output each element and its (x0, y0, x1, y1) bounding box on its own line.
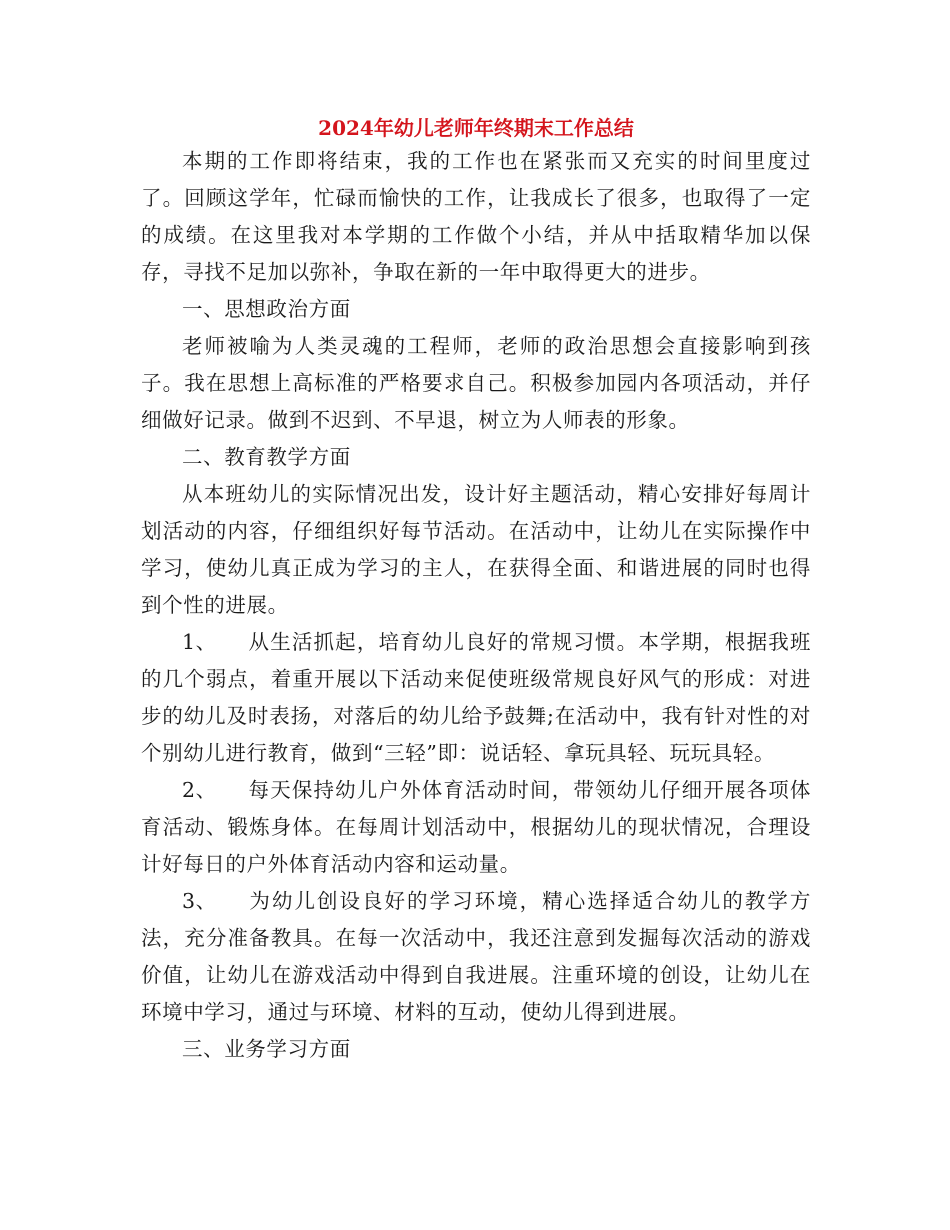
document-title: 2024年幼儿老师年终期末工作总结 (318, 116, 634, 140)
list-item-number: 1、 (182, 630, 217, 654)
section-body-teaching: 从本班幼儿的实际情况出发，设计好主题活动，精心安排好每周计划活动的内容，仔细组织好每节活动。在活动中，让幼儿在实际操作中学习，使幼儿真正成为学习的主人，在获得全面、和谐进展的同时也得到个性的进展。 (141, 482, 811, 617)
section-heading-study: 三、业务学习方面 (182, 1037, 351, 1061)
list-item-text: 从生活抓起，培育幼儿良好的常规习惯。本学期，根据我班的几个弱点，着重开展以下活动来促使班级常规良好风气的形成：对进步的幼儿及时表扬，对落后的幼儿给予鼓舞;在活动中，我有针对性的对个别幼儿进行教育，做到“三轻”即：说话轻、拿玩具轻、玩玩具轻。 (141, 630, 811, 765)
list-item-text: 每天保持幼儿户外体育活动时间，带领幼儿仔细开展各项体育活动、锻炼身体。在每周计划活动中，根据幼儿的现状情况，合理设计好每日的户外体育活动内容和运动量。 (141, 778, 811, 876)
document-content (141, 112, 811, 1068)
list-item-text: 为幼儿创设良好的学习环境，精心选择适合幼儿的教学方法，充分准备教具。在每一次活动中，我还注意到发掘每次活动的游戏价值，让幼儿在游戏活动中得到自我进展。注重环境的创设，让幼儿在环境中学习，通过与环境、材料的互动，使幼儿得到进展。 (141, 889, 811, 1024)
section-body-politics: 老师被喻为人类灵魂的工程师，老师的政治思想会直接影响到孩子。我在思想上高标准的严格要求自己。积极参加园内各项活动，并仔细做好记录。做到不迟到、不早退，树立为人师表的形象。 (141, 334, 811, 432)
list-item-number: 2、 (182, 778, 217, 802)
list-item-number: 3、 (182, 889, 217, 913)
intro-paragraph: 本期的工作即将结束，我的工作也在紧张而又充实的时间里度过了。回顾这学年，忙碌而愉快的工作，让我成长了很多，也取得了一定的成绩。在这里我对本学期的工作做个小结，并从中括取精华加以保存，寻找不足加以弥补，争取在新的一年中取得更大的进步。 (141, 149, 811, 284)
section-heading-politics: 一、思想政治方面 (182, 297, 351, 321)
list-item (141, 772, 811, 883)
list-item (141, 883, 811, 1031)
section-heading-teaching: 二、教育教学方面 (182, 445, 351, 469)
list-item (141, 624, 811, 772)
